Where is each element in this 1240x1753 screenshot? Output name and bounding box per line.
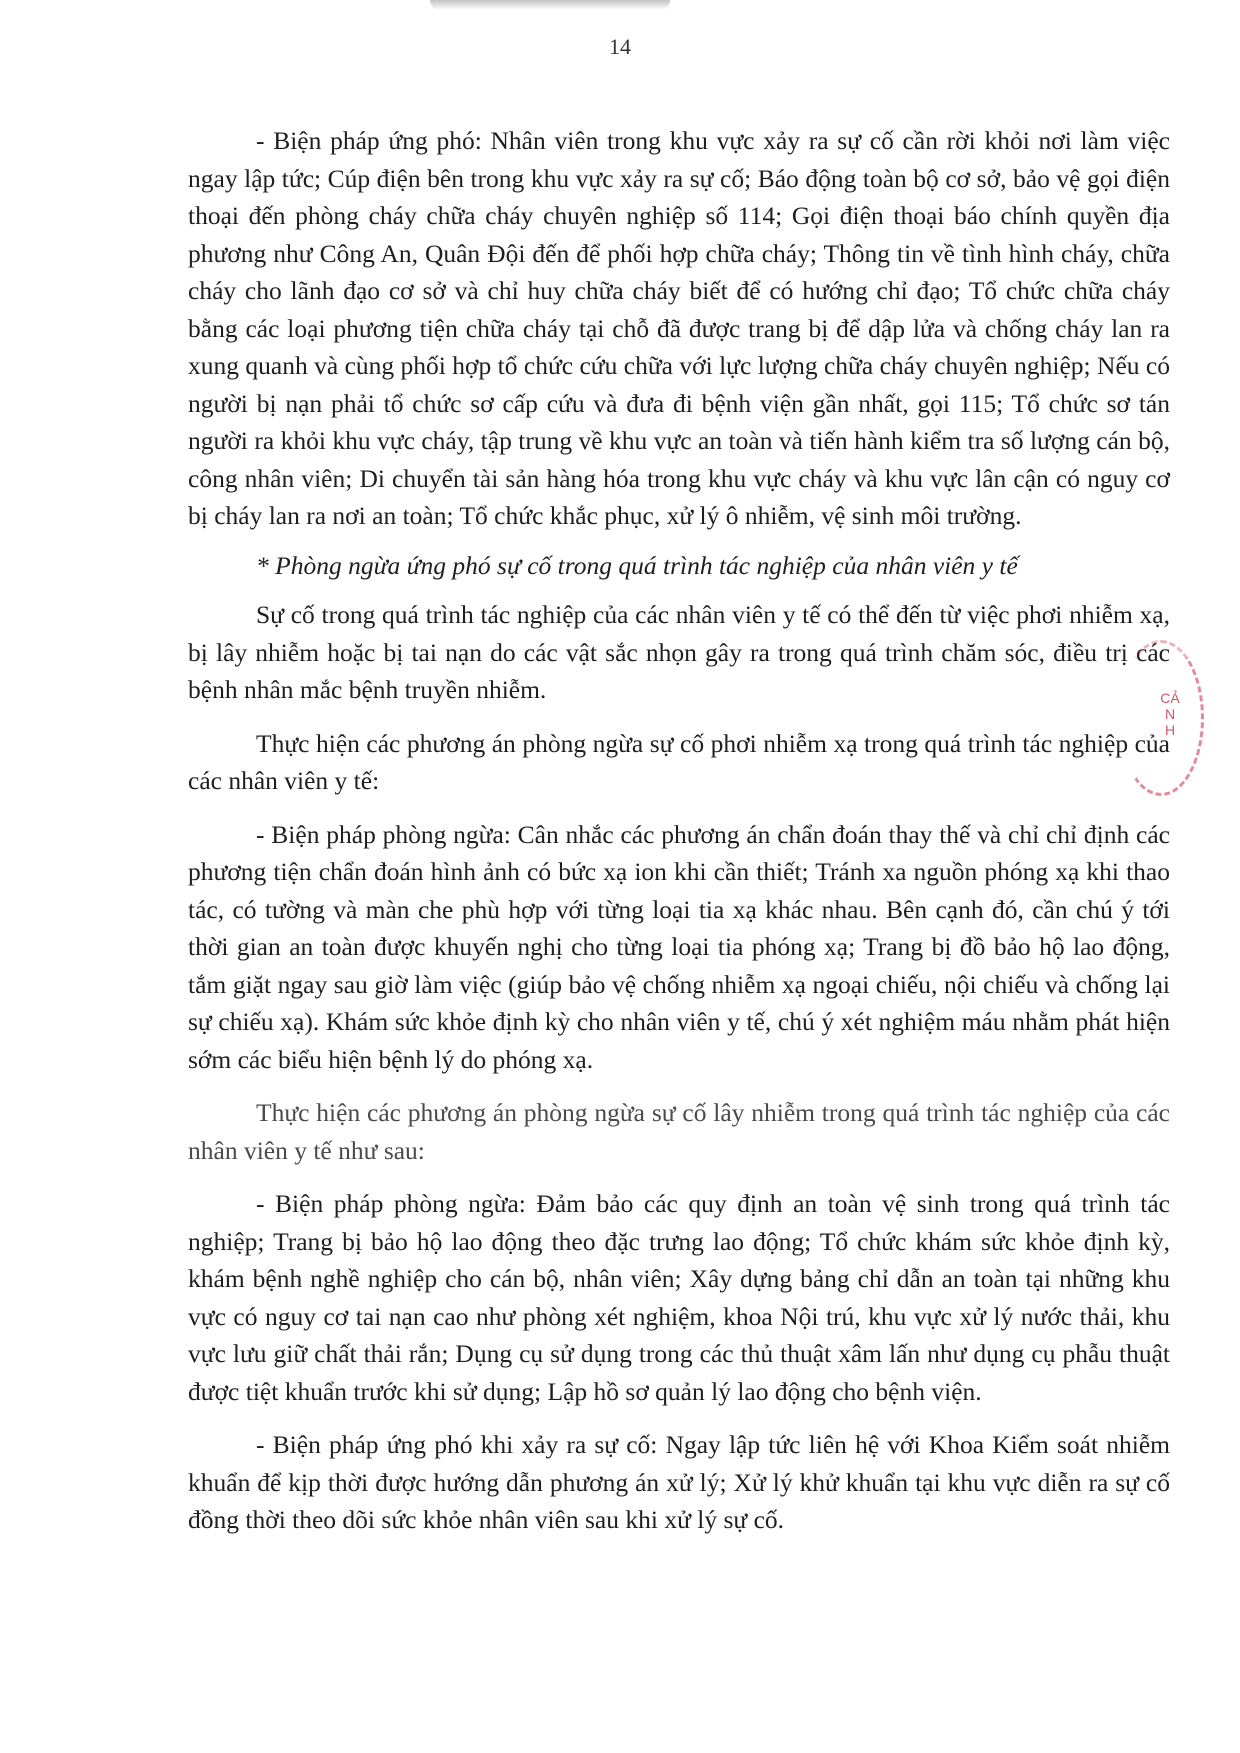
paragraph-fire-response: - Biện pháp ứng phó: Nhân viên trong khu vực xảy ra sự cố cần rời khỏi nơi làm việc ngay lập tức; Cúp điện bên trong khu vực xảy ra sự cố; Báo động toàn bộ cơ sở, bảo vệ gọi điện thoại đến phòng cháy chữa cháy chuyên nghiệp số 114; Gọi điện thoại báo chính quyền địa phương như Công An, Quân Đội đến để phối hợp chữa cháy; Thông tin về tình hình cháy, chữa cháy cho lãnh đạo cơ sở và chỉ huy chữa cháy biết để có hướng chỉ đạo; Tổ chức chữa cháy bằng các loại phương tiện chữa cháy tại chỗ đã được trang bị để dập lửa và chống cháy lan ra xung quanh và cùng phối hợp tổ chức cứu chữa với lực lượng chữa cháy chuyên nghiệp; Nếu có người bị nạn phải tổ chức sơ cấp cứu và đưa đi bệnh viện gần nhất, gọi 115; Tổ chức sơ tán người ra khỏi khu vực cháy, tập trung về khu vực an toàn và tiến hành kiểm tra số lượng cán bộ, công nhân viên; Di chuyển tài sản hàng hóa trong khu vực cháy và khu vực lân cận có nguy cơ bị cháy lan ra nơi an toàn; Tổ chức khắc phục, xử lý ô nhiễm, vệ sinh môi trường. [188, 126, 1170, 530]
section-heading-medical-staff: * Phòng ngừa ứng phó sự cố trong quá trình tác nghiệp của nhân viên y tế [256, 550, 1018, 580]
document-body [188, 122, 1170, 1539]
paragraph-incident-sources: Sự cố trong quá trình tác nghiệp của các nhân viên y tế có thể đến từ việc phơi nhiễm xạ, bị lây nhiễm hoặc bị tai nạn do các vật sắc nhọn gây ra trong quá trình chăm sóc, điều trị các bệnh nhân mắc bệnh truyền nhiễm. [188, 600, 1170, 704]
paragraph-infection-intro: Thực hiện các phương án phòng ngừa sự cố lây nhiễm trong quá trình tác nghiệp của các nhân viên y tế như sau: [188, 1098, 1170, 1165]
paragraph-infection-prevention: - Biện pháp phòng ngừa: Đảm bảo các quy định an toàn vệ sinh trong quá trình tác nghiệp; Trang bị bảo hộ lao động theo đặc trưng lao động; Tổ chức khám sức khỏe định kỳ, khám bệnh nghề nghiệp cho cán bộ, nhân viên; Xây dựng bảng chỉ dẫn an toàn tại những khu vực có nguy cơ tai nạn cao như phòng xét nghiệm, khoa Nội trú, khu vực xử lý nước thải, khu vực lưu giữ chất thải rắn; Dụng cụ sử dụng trong các thủ thuật xâm lấn như dụng cụ phẫu thuật được tiệt khuẩn trước khi sử dụng; Lập hồ sơ quản lý lao động cho bệnh viện. [188, 1189, 1170, 1406]
scan-shadow [430, 0, 670, 10]
paragraph-infection-response: - Biện pháp ứng phó khi xảy ra sự cố: Ngay lập tức liên hệ với Khoa Kiểm soát nhiễm khuẩn để kịp thời được hướng dẫn phương án xử lý; Xử lý khử khuẩn tại khu vực diễn ra sự cố đồng thời theo dõi sức khỏe nhân viên sau khi xử lý sự cố. [188, 1430, 1170, 1534]
page-number: 14 [609, 34, 631, 59]
paragraph-radiation-intro: Thực hiện các phương án phòng ngừa sự cố phơi nhiễm xạ trong quá trình tác nghiệp của các nhân viên y tế: [188, 728, 1170, 795]
paragraph-radiation-prevention: - Biện pháp phòng ngừa: Cân nhắc các phương án chẩn đoán thay thế và chỉ chỉ định các phương tiện chẩn đoán hình ảnh có bức xạ ion khi cần thiết; Tránh xa nguồn phóng xạ khi thao tác, có tường và màn che phù hợp với từng loại tia xạ khác nhau. Bên cạnh đó, cần chú ý tới thời gian an toàn được khuyến nghị cho từng loại tia phóng xạ; Trang bị đồ bảo hộ lao động, tắm giặt ngay sau giờ làm việc (giúp bảo vệ chống nhiễm xạ ngoại chiếu, nội chiếu và chống lại sự chiếu xạ). Khám sức khỏe định kỳ cho nhân viên y tế, chú ý xét nghiệm máu nhằm phát hiện sớm các biểu hiện bệnh lý do phóng xạ. [188, 819, 1170, 1074]
stamp-text: CẢNH [1160, 690, 1180, 738]
